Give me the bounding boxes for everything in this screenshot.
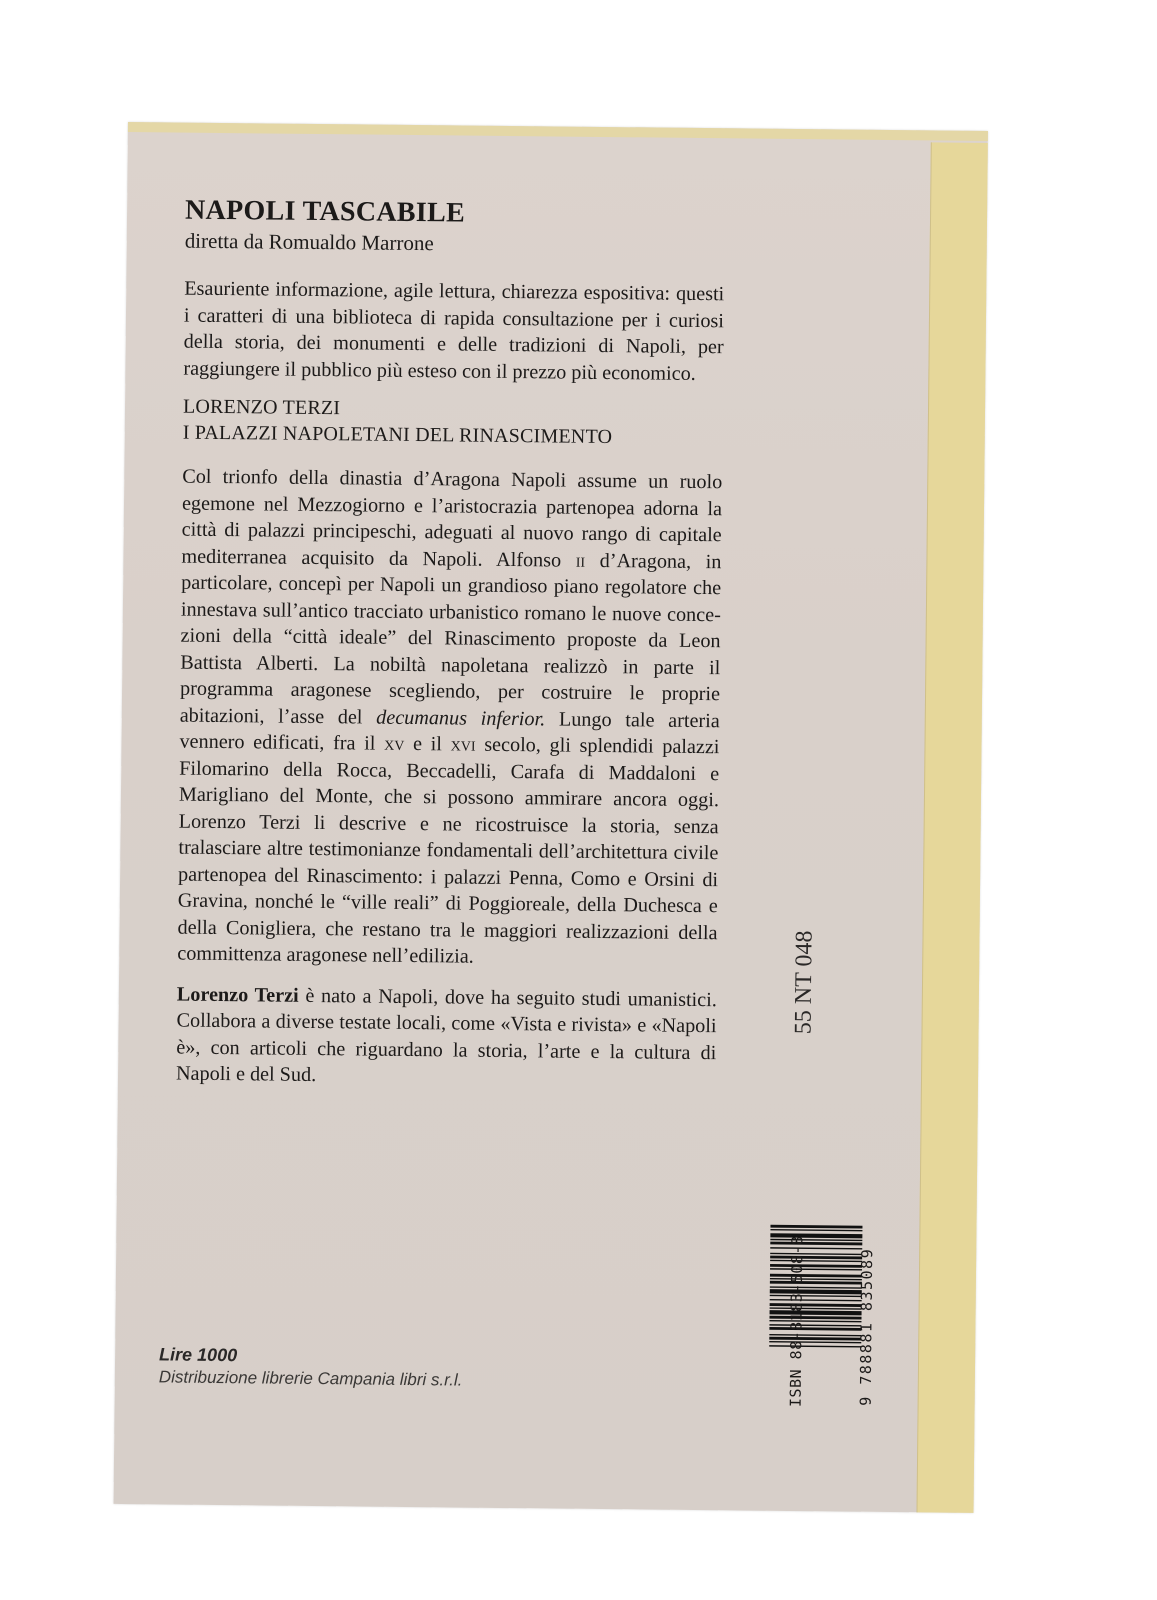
series-code: 55 NT 048 <box>790 930 818 1035</box>
barcode-bar <box>770 1278 862 1280</box>
barcode-bar <box>769 1337 861 1341</box>
price-block <box>159 1344 463 1390</box>
barcode-bar <box>770 1260 862 1262</box>
author-bio-text: è nato a Napoli, dove ha seguito studi umanistici. Collabora a diverse testate locali, come «Vista e rivista» e «Napoli è», con articoli che riguardano la storia, l’arte e la cultura di Napoli e del Sud. <box>175 984 717 1087</box>
barcode-bar <box>769 1341 861 1343</box>
description-text: e il <box>404 732 451 756</box>
book-back-cover <box>114 122 988 1513</box>
isbn: ISBN 88-8183-508-8 <box>786 1235 807 1408</box>
barcode-bar <box>770 1316 862 1320</box>
author-bio <box>176 981 717 1093</box>
barcode-bars <box>769 1225 862 1348</box>
barcode-bar <box>769 1324 861 1326</box>
barcode-bar <box>770 1239 862 1241</box>
book-author: LORENZO TERZI <box>182 395 341 420</box>
barcode-bar <box>770 1310 862 1315</box>
book-description <box>177 464 722 973</box>
spine-strip <box>916 142 987 1513</box>
roman-numeral: xvi <box>450 733 476 756</box>
barcode-bar <box>770 1233 862 1238</box>
italic-term: decumanus inferior. <box>376 706 546 730</box>
description-text: secolo, gli splendidi palazzi Filomarino della Rocca, Beccadelli, Carafa di Maddaloni e Marigliano del Monte, che si possono ammirare ancora oggi. Lorenzo Terzi li descrive e ne ricostruisce la storia, senza tralasciare altre testimonianze fondamentali dell’architettura civile partenopea del Rinascimento: i palazzi Penna, Como e Orsini di Gravina, nonché le “ville reali” di Poggioreale, della Duchesca e della Conigliera, che restano tra le maggiori realizzazioni della committenza aragonese nell’edilizia. <box>177 733 720 968</box>
barcode-bar <box>770 1229 862 1231</box>
barcode-bar <box>769 1334 861 1336</box>
barcode-bar <box>770 1307 862 1309</box>
ean-digits: 9 788881 835089 <box>856 1247 877 1406</box>
book-title: I PALAZZI NAPOLETANI DEL RINASCIMENTO <box>182 421 613 449</box>
barcode-bar <box>770 1299 862 1301</box>
cover-top-edge <box>128 122 988 141</box>
cover-text-block <box>176 195 725 1093</box>
series-subtitle: diretta da Romualdo Marrone <box>184 228 434 256</box>
author-bio-name: Lorenzo Terzi <box>176 983 299 1007</box>
roman-numeral: ii <box>575 549 586 572</box>
distribution: Distribuzione librerie Campania libri s.r.l. <box>158 1367 463 1390</box>
barcode-bar <box>770 1264 862 1268</box>
barcode-bar <box>770 1247 862 1249</box>
barcode-bar <box>770 1256 862 1260</box>
roman-numeral: xv <box>384 732 405 755</box>
barcode-bar <box>770 1242 862 1246</box>
description-text: Col trionfo della dinastia d’Aragona Napoli assume un ruolo egemone nel Mezzogiorno e l’aristocrazia partenopea adorna la città di palazzi principeschi, adeguati al nuovo rango di capitale mediterranea acquisito da Napoli. Alfonso <box>181 465 723 572</box>
description-text: Lungo tale arteria vennero edificati, fra il <box>179 707 720 755</box>
barcode-bar <box>770 1281 862 1285</box>
barcode-bar <box>770 1303 862 1307</box>
series-title: NAPOLI TASCABILE <box>184 194 466 229</box>
barcode-bar <box>769 1345 861 1347</box>
barcode-bar <box>770 1295 862 1297</box>
barcode-bar <box>770 1286 862 1288</box>
price: Lire 1000 <box>158 1344 238 1366</box>
barcode-bar <box>769 1320 861 1322</box>
barcode-bar <box>769 1327 861 1331</box>
series-intro: Esauriente informazione, agile lettura, chiarezza espositiva: questi i caratteri di una biblioteca di rapida consultazione per i curiosi della storia, dei monumenti e delle tradizioni di Napoli, per raggiungere il pubblico più esteso con il prezzo più economico. <box>183 277 725 385</box>
description-text: d’Aragona, in particolare, concepì per Napoli un grandioso piano regolatore che innestava sull’antico tracciato urbanistico romano le nuove concezioni della “città ideale” del Rinascimento proposte da Leon Battista Alberti. La nobiltà napoletana realizzò in parte il programma aragonese scegliendo, per costruire le proprie abitazioni, l’asse del <box>179 549 722 729</box>
barcode-bar <box>770 1289 862 1294</box>
barcode-bar <box>770 1225 862 1229</box>
barcode-bar <box>770 1274 862 1278</box>
barcode-bar <box>770 1268 862 1270</box>
barcode-bar <box>770 1253 862 1255</box>
